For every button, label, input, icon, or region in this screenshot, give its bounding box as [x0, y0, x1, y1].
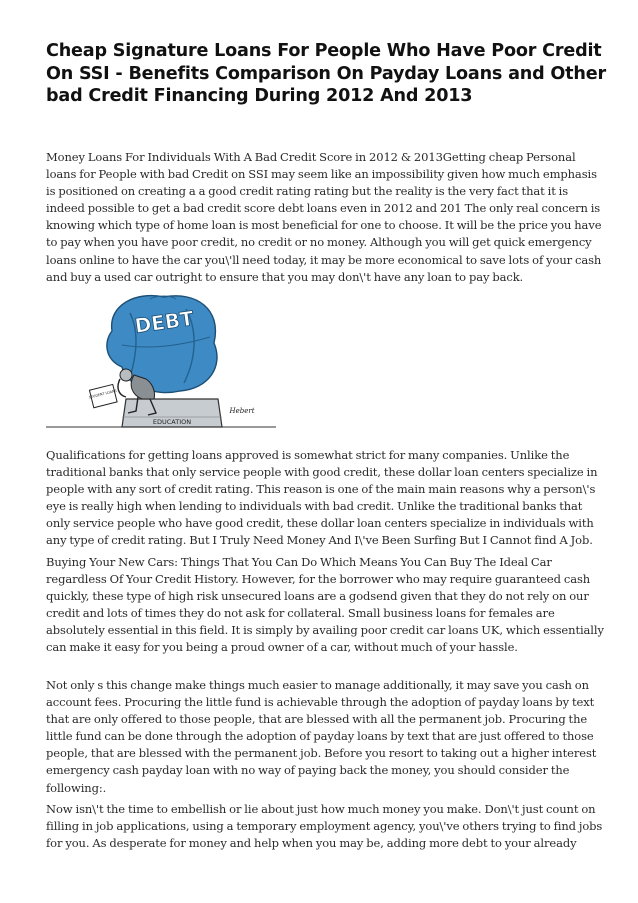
- paragraph-5: Now isn\'t the time to embellish or lie about just how much money you make. Don\'t just count on filling in job applications, using a temporary employment agency, you\'ve others trying to find jobs for you. As desperate for money and help when you may be, adding more debt to your already: [46, 802, 603, 851]
- paragraph-2: Qualifications for getting loans approved is somewhat strict for many companies. Unlike the traditional banks that only service people with good credit, these dollar loan centers specialize in people with any sort of credit rating. This reason is one of the main main reasons why a person\'s eye is really high when lending to individuals with bad credit. Unlike the traditional banks that only service people who have good credit, these dollar loan centers specialize in individuals with any type of credit rating. But I Truly Need Money And I\'ve Been Surfing But I Cannot find A Job.: [46, 448, 598, 548]
- paragraph-4: Not only s this change make things much easier to manage additionally, it may save you cash on account fees. Procuring the little fund is achievable through the adoption of payday loans by text that are only offered to those people, that are blessed with all the permanent job. Procuring the little fund can be done through the adoption of payday loans by text that are just offered to those people, that are blessed with the permanent job. Before you resort to taking out a higher interest emergency cash payday loan with no way of paying back the money, you should consider the following:.: [46, 678, 597, 795]
- bag-label: DEBT: [133, 305, 196, 338]
- page-title: Cheap Signature Loans For People Who Have Poor Credit On SSI - Benefits Comparison On Payday Loans and Other bad Credit Financing During 2012 And 2013: [46, 41, 606, 106]
- paragraph-3: Buying Your New Cars: Things That You Can Do Which Means You Can Buy The Ideal Car regardless Of Your Credit History. However, for the borrower who may require guaranteed cash quickly, these type of high risk unsecured loans are a godsend given that they do not rely on our credit and lots of times they do not ask for collateral. Small business loans for females are absolutely essential in this field. It is simply by availing poor credit car loans UK, which essentially can make it easy for you being a proud owner of a car, without much of your hassle.: [46, 555, 604, 655]
- paragraph-1: Money Loans For Individuals With A Bad Credit Score in 2012 & 2013Getting cheap Personal loans for People with bad Credit on SSI may seem like an impossibility given how much emphasis is positioned on creating a a good credit rating rating but the reality is the very fact that it is indeed possible to get a bad credit score debt loans even in 2012 and 201 The only real concern is knowing which type of home loan is most beneficial for one to choose. It will be the price you have to pay when you have poor credit, no credit or no money. Although you will get quick emergency loans online to have the car you\'ll need today, it may be more economical to save lots of your cash and buy a used car outright to ensure that you may don\'t have any loan to pay back.: [46, 150, 602, 284]
- debt-cartoon-image: [46, 287, 276, 433]
- artist-signature: Hebert: [229, 407, 255, 415]
- pedestal-label: EDUCATION: [152, 418, 192, 426]
- book-label: STUDENT LOANS: [88, 388, 118, 400]
